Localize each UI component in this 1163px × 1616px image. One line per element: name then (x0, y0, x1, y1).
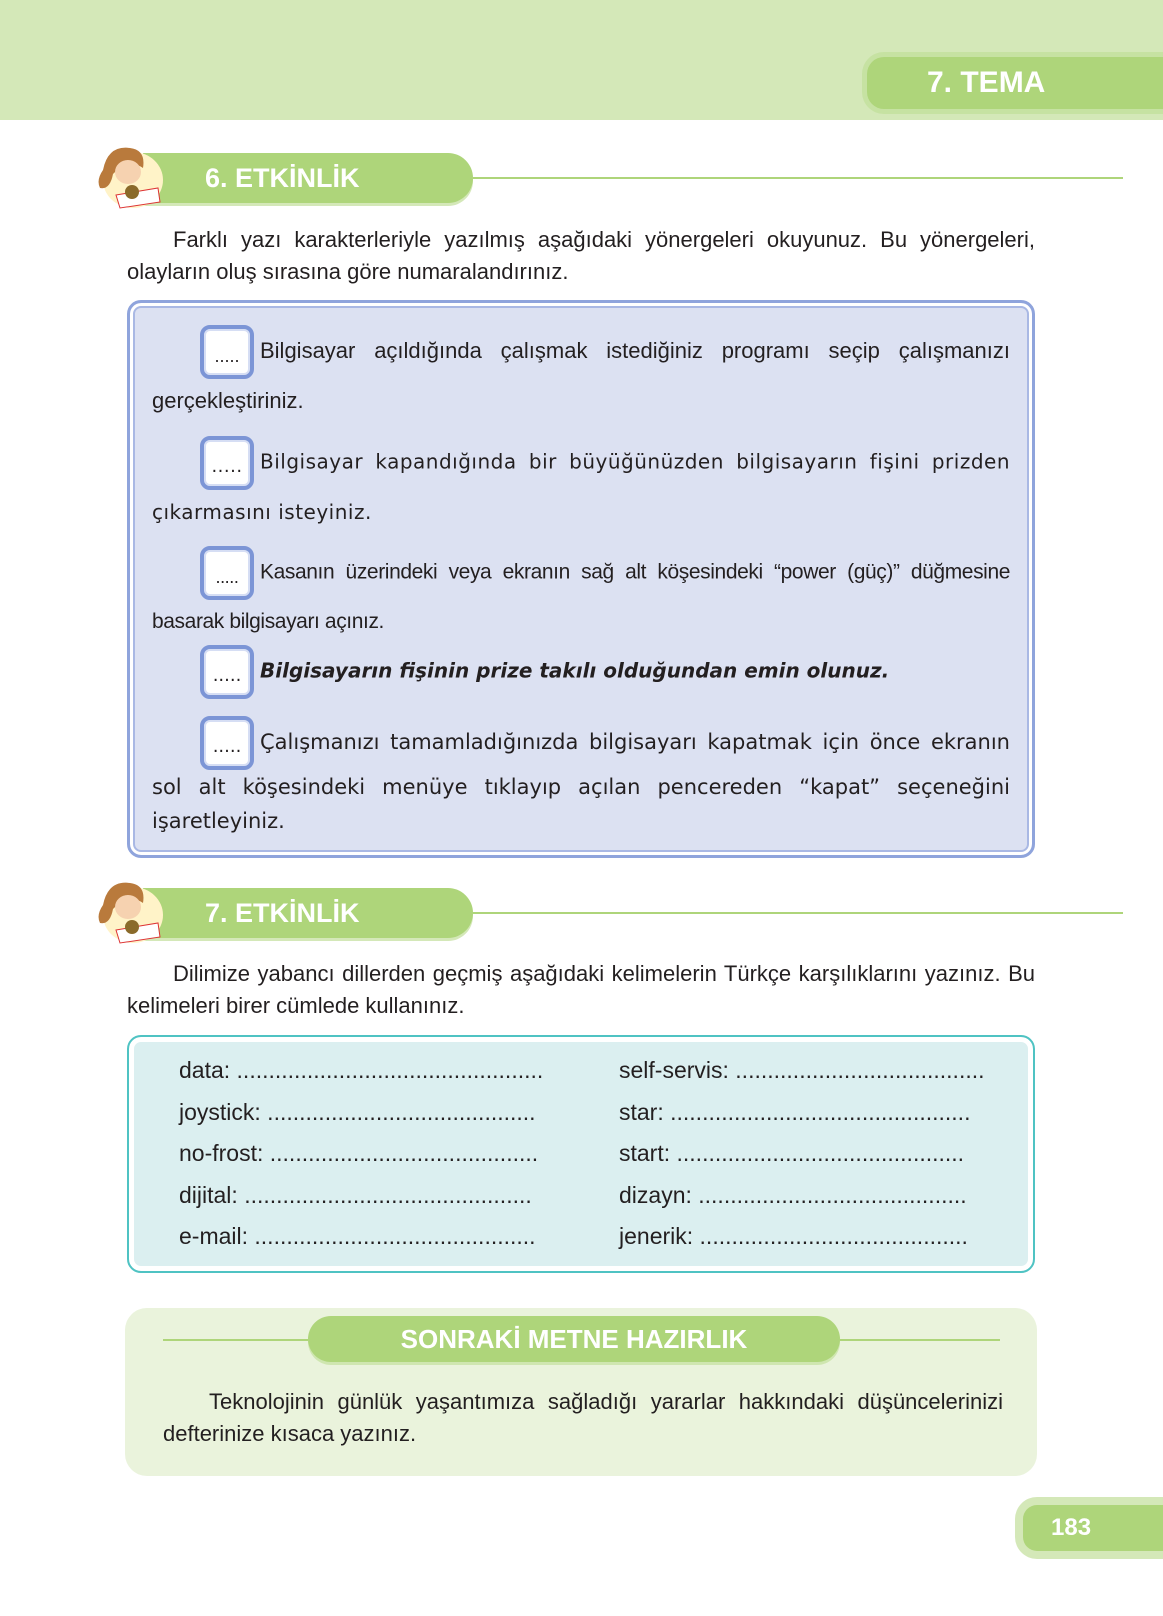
list-item (152, 546, 1010, 644)
instruction-box (127, 300, 1035, 858)
instruction-text: Dilimize yabancı dillerden geçmiş aşağıdaki kelimelerin Türkçe karşılıklarını yazınız. Bu kelimeleri birer cümlede kullanınız. (127, 961, 1035, 1018)
word-jenerik[interactable]: jenerik: .......................................... (619, 1223, 968, 1249)
word-dijital[interactable]: dijital: ............................................. (179, 1182, 532, 1208)
word-self-servis[interactable]: self-servis: ....................................... (619, 1057, 985, 1083)
next-title: SONRAKİ METNE HAZIRLIK (308, 1316, 840, 1362)
item-text: Bilgisayar kapandığında bir büyüğünüzden bilgisayarın fişini prizden çıkarmasını isteyiniz. (152, 449, 1010, 524)
list-item (152, 645, 1010, 699)
divider-line (473, 177, 1123, 179)
item-text: Çalışmanızı tamamladığınızda bilgisayarı kapatmak için önce ekranın sol alt köşesindeki menüye tıklayıp açılan pencereden “kapat” seçeneğini işaretleyiniz. (152, 730, 1010, 833)
list-item (152, 716, 1010, 838)
next-text-body: Teknolojinin günlük yaşantımıza sağladığı yararlar hakkındaki düşüncelerinizi defterinize kısaca yazınız. (163, 1389, 1003, 1446)
word-joystick[interactable]: joystick: .......................................... (179, 1099, 536, 1125)
item-text: Bilgisayar açıldığında çalışmak istediğiniz programı seçip çalışmanızı gerçekleştiriniz. (152, 337, 1010, 413)
word-box (127, 1035, 1035, 1273)
number-blank[interactable]: ..... (200, 436, 254, 490)
number-blank[interactable]: ..... (200, 645, 254, 699)
theme-tab: 7. TEMA (862, 52, 1163, 114)
next-text-prep-box (125, 1308, 1037, 1476)
divider-line (163, 1339, 313, 1341)
number-blank[interactable]: ..... (200, 716, 254, 770)
divider-line (473, 912, 1123, 914)
girl-mascot-icon (88, 140, 166, 210)
word-star[interactable]: star: ............................................... (619, 1099, 971, 1125)
word-dizayn[interactable]: dizayn: .......................................... (619, 1182, 967, 1208)
next-text (163, 1386, 1003, 1450)
activity7-instruction (127, 958, 1035, 1022)
divider-line (835, 1339, 1000, 1341)
activity6-instruction (127, 224, 1035, 288)
word-data[interactable]: data: ................................................ (179, 1057, 544, 1083)
number-blank[interactable]: ..... (200, 546, 254, 600)
word-e-mail[interactable]: e-mail: ............................................ (179, 1223, 536, 1249)
number-blank[interactable]: ..... (200, 325, 254, 379)
word-start[interactable]: start: ............................................. (619, 1140, 965, 1166)
word-no-frost[interactable]: no-frost: .......................................... (179, 1140, 539, 1166)
activity6-header (88, 140, 1038, 210)
activity6-title: 6. ETKİNLİK (143, 153, 473, 203)
activity7-header (88, 875, 1038, 945)
item-text: Bilgisayarın fişinin prize takılı olduğundan emin olunuz. (260, 658, 890, 683)
activity7-title: 7. ETKİNLİK (143, 888, 473, 938)
page-number: 183 (1015, 1497, 1163, 1559)
list-item (152, 436, 1010, 534)
list-item (152, 325, 1010, 423)
item-text: Kasanın üzerindeki veya ekranın sağ alt köşesindeki “power (güç)” düğmesine basarak bilgisayarı açınız. (152, 560, 1010, 633)
girl-mascot-icon (88, 875, 166, 945)
instruction-text: Farklı yazı karakterleriyle yazılmış aşağıdaki yönergeleri okuyunuz. Bu yönergeleri, olayların oluş sırasına göre numaralandırınız. (127, 227, 1035, 284)
